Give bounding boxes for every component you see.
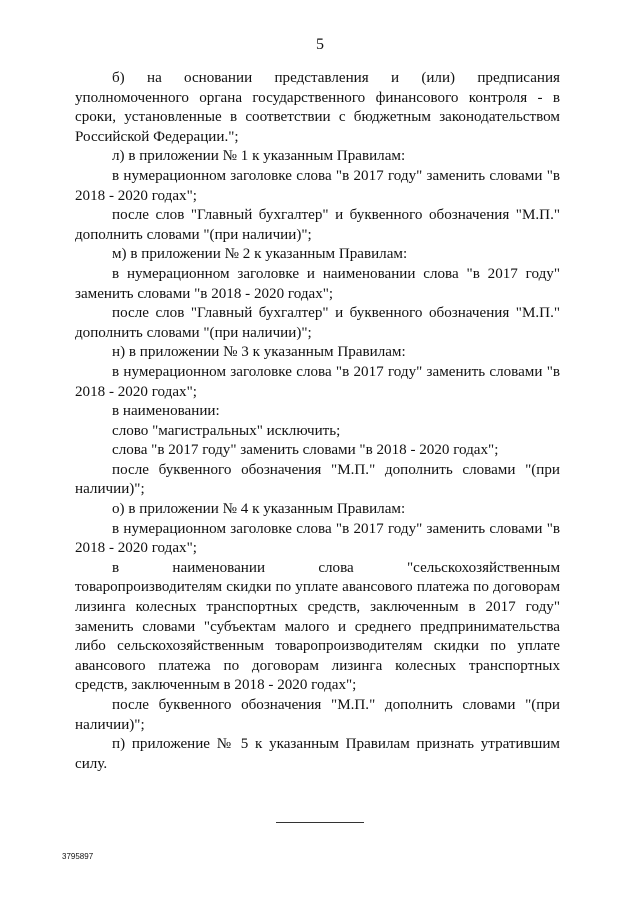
document-body <box>75 69 560 774</box>
paragraph: после буквенного обозначения "М.П." дополнить словами "(при наличии)"; <box>75 461 560 498</box>
paragraph: в нумерационном заголовке и наименовании слова "в 2017 году" заменить словами "в 2018 - 2020 годах"; <box>75 265 560 302</box>
paragraph: м) в приложении № 2 к указанным Правилам: <box>112 246 408 263</box>
paragraph: в нумерационном заголовке слова "в 2017 году" заменить словами "в 2018 - 2020 годах"; <box>75 520 560 557</box>
paragraph: слово "магистральных" исключить; <box>112 422 341 439</box>
paragraph: л) в приложении № 1 к указанным Правилам: <box>112 148 406 165</box>
paragraph: н) в приложении № 3 к указанным Правилам: <box>112 344 406 361</box>
paragraph: о) в приложении № 4 к указанным Правилам: <box>112 501 406 518</box>
paragraph: слова "в 2017 году" заменить словами "в 2018 - 2020 годах"; <box>112 442 499 459</box>
document-code: 3795897 <box>62 852 94 861</box>
paragraph: после буквенного обозначения "М.П." дополнить словами "(при наличии)"; <box>75 697 560 733</box>
page-number: 5 <box>316 36 324 53</box>
paragraph: в нумерационном заголовке слова "в 2017 году" заменить словами "в 2018 - 2020 годах"; <box>75 167 560 204</box>
paragraph: п) приложение № 5 к указанным Правилам признать утратившим силу. <box>75 736 560 772</box>
separator-line <box>276 822 364 823</box>
paragraph: после слов "Главный бухгалтер" и буквенного обозначения "М.П." дополнить словами "(при наличии)"; <box>75 305 560 341</box>
paragraph: в наименовании: <box>112 403 220 420</box>
paragraph: после слов "Главный бухгалтер" и буквенного обозначения "М.П." дополнить словами "(при наличии)"; <box>75 207 560 243</box>
paragraph: в наименовании слова "сельскохозяйственным товаропроизводителям скидки по уплате авансового платежа по договорам лизинга колесных транспортных средств, заключенным в 2017 году" заменить словами "субъектам малого и среднего предпринимательства либо сельскохозяйственным товаропроизводителям скидки по уплате авансового платежа по договорам лизинга колесных транспортных средств, заключенным в 2018 - 2020 годах"; <box>75 559 560 694</box>
paragraph: б) на основании представления и (или) предписания уполномоченного органа государственного финансового контроля - в сроки, установленные в соответствии с бюджетным законодательством Российской Федерации."; <box>75 70 560 145</box>
paragraph: в нумерационном заголовке слова "в 2017 году" заменить словами "в 2018 - 2020 годах"; <box>75 363 560 400</box>
